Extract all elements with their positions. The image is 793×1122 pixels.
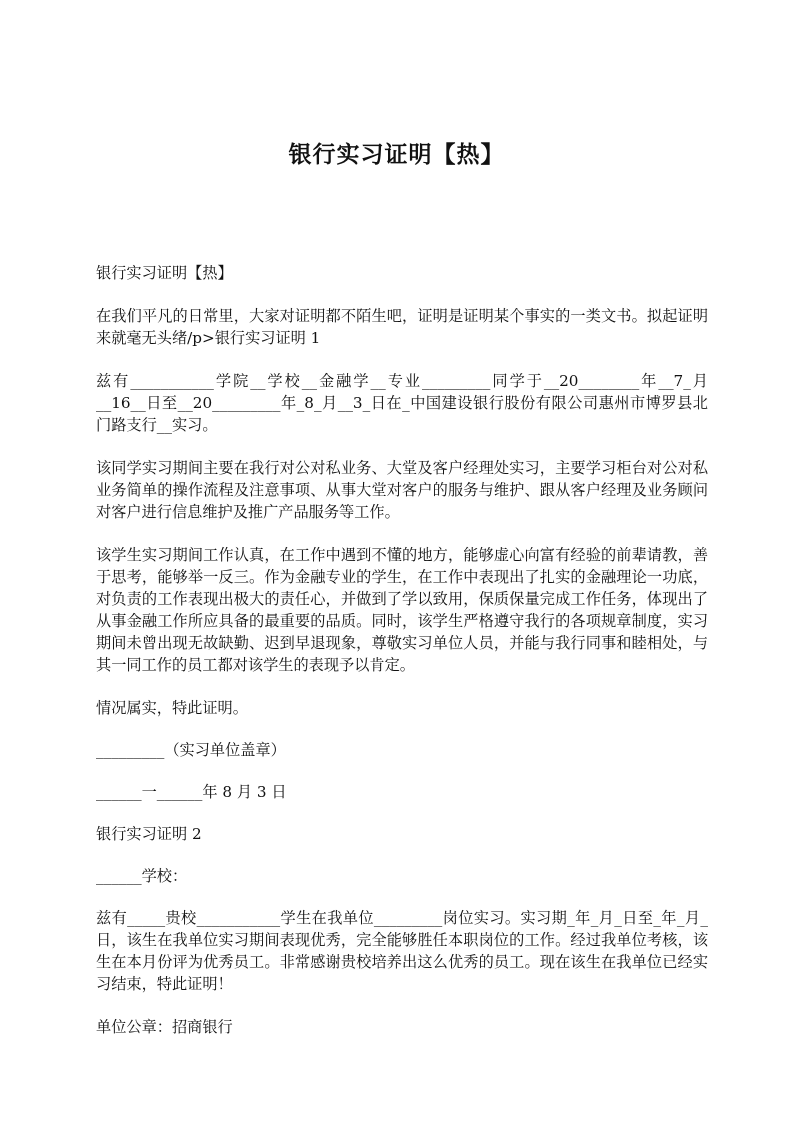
certificate-1-closing: 情况属实，特此证明。 <box>96 699 248 717</box>
certificate-2-salutation: ______学校： <box>96 867 188 885</box>
certificate-2-body: 兹有_____贵校___________学生在我单位_________岗位实习。实习期_年_月_日至_年_月_日，该生在我单位实习期间表现优秀，完全能够胜任本职岗位的工作。经过我单位考核，该生在本月份评为优秀员工。非常感谢贵校培养出这么优秀的员工。现在该生在我单位已经实习结束，特此证明！ <box>96 909 708 993</box>
certificate-1-evaluation: 该学生实习期间工作认真，在工作中遇到不懂的地方，能够虚心向富有经验的前辈请教，善于思考，能够举一反三。作为金融专业的学生，在工作中表现出了扎实的金融理论一功底，对负责的工作表现出极大的责任心，并做到了学以致用，保质保量完成工作任务，体现出了从事金融工作所应具备的最重要的品质。同时，该学生严格遵守我行的各项规章制度，实习期间未曾出现无故缺勤、迟到早退现象，尊敬实习单位人员，并能与我行同事和睦相处，与其一同工作的员工都对该学生的表现予以肯定。 <box>96 546 708 674</box>
certificate-2-seal: 单位公章：招商银行 <box>96 1018 233 1036</box>
certificate-1-seal-line: _________（实习单位盖章） <box>96 741 286 759</box>
intro-heading: 银行实习证明【热】 <box>96 264 233 282</box>
certificate-2-heading: 银行实习证明 2 <box>96 825 202 843</box>
intro-paragraph: 在我们平凡的日常里，大家对证明都不陌生吧，证明是证明某个事实的一类文书。拟起证明来就毫无头绪/p>银行实习证明 1 <box>96 307 708 347</box>
certificate-1-duties: 该同学实习期间主要在我行对公对私业务、大堂及客户经理处实习，主要学习柜台对公对私业务简单的操作流程及注意事项、从事大堂对客户的服务与维护、跟从客户经理及业务顾问对客户进行信息维护及推广产品服务等工作。 <box>96 459 708 521</box>
document-body <box>96 262 708 1059</box>
document-title: 银行实习证明【热】 <box>288 142 505 168</box>
certificate-1-date-line: ______一______年 8 月 3 日 <box>96 783 287 801</box>
certificate-1-statement: 兹有___________学院__学校__金融学__专业_________同学于__20________年__7_月__16__日至__20_________年_8_月__3_日在_中国建设银行股份有限公司惠州市博罗县北门路支行__实习。 <box>96 372 708 434</box>
